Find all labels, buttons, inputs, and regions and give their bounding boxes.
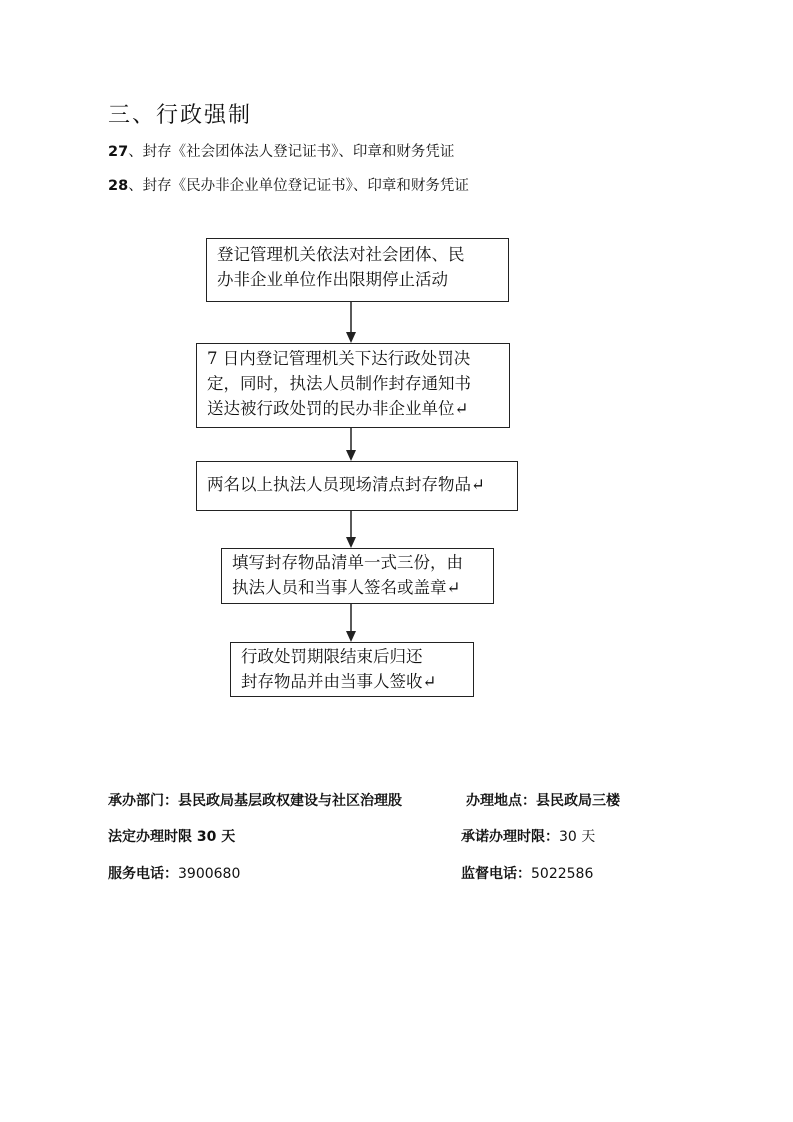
flow-step-line: 送达被行政处罚的民办非企业单位↵ [207, 399, 469, 418]
item-27 [108, 140, 454, 161]
flow-step-line: 封存物品并由当事人签收↵ [241, 672, 437, 691]
flow-step-line: 执法人员和当事人签名或盖章↵ [232, 578, 461, 597]
flow-step-1 [206, 238, 509, 302]
flow-step-line: 办非企业单位作出限期停止活动 [217, 270, 448, 289]
item-number: 28 [108, 178, 129, 194]
promised-label: 承诺办理时限： [461, 829, 559, 845]
flow-arrow-2 [344, 428, 358, 461]
legal-time-limit [108, 826, 235, 846]
section-title: 三、行政强制 [108, 103, 253, 128]
dept-info [108, 790, 402, 810]
item-number: 27 [108, 144, 129, 160]
supervise-phone [461, 863, 593, 883]
flow-step-3 [196, 461, 518, 511]
flow-step-line: 7 日内登记管理机关下达行政处罚决 [207, 349, 471, 368]
supervise-phone-label: 监督电话： [461, 866, 531, 882]
item-text: 、封存《民办非企业单位登记证书》、印章和财务凭证 [128, 178, 469, 194]
flow-arrow-4 [344, 604, 358, 642]
flow-arrow-1 [344, 302, 358, 343]
flow-step-5 [230, 642, 474, 697]
flow-arrow-3 [344, 511, 358, 548]
service-phone-label: 服务电话： [108, 866, 178, 882]
service-phone [108, 863, 240, 883]
item-28 [108, 174, 469, 195]
legal-limit-text: 法定办理时限 30 天 [108, 829, 236, 845]
flow-step-line: 定，同时，执法人员制作封存通知书 [207, 374, 471, 393]
location-info [466, 790, 620, 810]
flow-step-line: 填写封存物品清单一式三份，由 [232, 553, 463, 572]
promised-time-limit [461, 826, 595, 846]
location-value: 县民政局三楼 [536, 793, 620, 809]
dept-value: 县民政局基层政权建设与社区治理股 [178, 793, 402, 809]
flow-step-2 [196, 343, 510, 428]
promised-value: 30 天 [559, 829, 596, 845]
dept-label: 承办部门： [108, 793, 178, 809]
flow-step-line: 两名以上执法人员现场清点封存物品↵ [207, 475, 485, 494]
flow-step-line: 行政处罚期限结束后归还 [241, 647, 423, 666]
service-phone-value: 3900680 [178, 866, 241, 882]
supervise-phone-value: 5022586 [531, 866, 594, 882]
item-text: 、封存《社会团体法人登记证书》、印章和财务凭证 [128, 144, 455, 160]
flow-step-line: 登记管理机关依法对社会团体、民 [217, 245, 465, 264]
location-label: 办理地点： [466, 793, 536, 809]
flow-step-4 [221, 548, 494, 604]
